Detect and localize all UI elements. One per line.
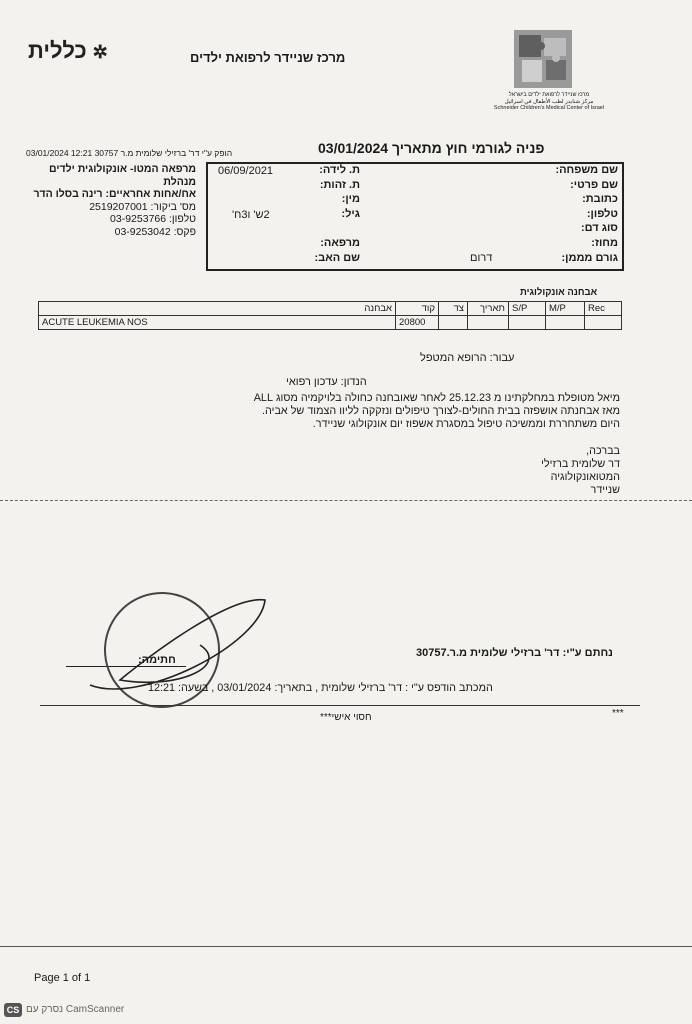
clinic-nurse: אח/אחות אחראיים: רינה בסלו הדר	[33, 188, 196, 200]
id-label: ת. זהות:	[319, 178, 360, 191]
clinic-label: מרפאה:	[320, 236, 360, 249]
father-label: שם האב:	[314, 251, 360, 264]
document-title: פניה לגורמי חוץ מתאריך 03/01/2024	[318, 140, 545, 156]
district-value: דרום	[470, 252, 493, 264]
diagnosis-date	[468, 316, 509, 330]
camscanner-text: נסרק עם CamScanner	[26, 1004, 125, 1015]
letter-sig-title: המטואונקולוגיה	[550, 471, 620, 483]
address-label: כתובת:	[582, 193, 618, 206]
district-label: מחוז:	[591, 236, 618, 249]
birth-label: ת. לידה:	[319, 164, 360, 176]
age-value: 2ש' ו3ח'	[232, 209, 270, 221]
printed-by: הופק ע"י דר' ברזילי שלומית מ.ר 30757	[94, 148, 233, 158]
diagnosis-row	[39, 316, 622, 330]
footer-divider	[40, 705, 640, 706]
patient-labels-2	[290, 163, 360, 265]
clinic-role: מנהלת	[163, 175, 196, 188]
col-date: תאריך	[468, 302, 509, 316]
center-name: מרכז שניידר לרפואת ילדים	[190, 50, 346, 65]
puzzle-logo-icon	[514, 30, 572, 88]
clinic-info	[20, 163, 196, 238]
camscanner-icon: CS	[4, 1003, 22, 1017]
diagnosis-side	[439, 316, 468, 330]
birth-value: 06/09/2021	[218, 165, 274, 177]
center-logo-he: מרכז שניידר לרפואת ילדים בישראל	[508, 92, 590, 98]
clinic-phone: טלפון: 03-9253766	[110, 213, 196, 225]
col-code: קוד	[396, 302, 439, 316]
clinic-fax: פקס: 03-9253042	[114, 225, 196, 238]
letter-line-1: מיאל מטופלת במחלקתינו מ 25.12.23 לאחר שאובחנה כחולה בלויקמיה מסוג ALL	[253, 392, 620, 404]
clinic-name: מרפאה המטו- אונקולוגית ילדים	[48, 163, 196, 175]
col-side: צד	[439, 302, 468, 316]
col-diagnosis: אבחנה	[39, 302, 396, 316]
print-info	[26, 148, 232, 158]
last-name-label: שם משפחה:	[555, 164, 618, 176]
letter-line-3: היום משתחררת וממשיכה טיפול במסגרת אשפוז יום אונקולוגי שניידר.	[312, 418, 620, 430]
signed-by: נחתם ע"י: דר' ברזילי שלומית מ.ר.30757	[416, 647, 613, 659]
diagnosis-table	[38, 301, 622, 330]
letter-line-2: מאז אבחנתה אושפזה בבית החולים-לצורך טיפולים ונזקקה לליוו הצמוד של אביה.	[262, 405, 620, 417]
center-logo-en: Schneider Children's Medical Center of Israel	[493, 105, 605, 111]
print-time: 12:21	[70, 148, 93, 158]
confidential: חסוי אישי***	[320, 712, 372, 723]
col-rec: Rec	[585, 302, 622, 316]
page-bottom-line	[0, 946, 692, 947]
clinic-visit: מס' ביקור: 2519207001	[89, 200, 196, 213]
letter-closing: בברכה,	[586, 445, 620, 457]
diagnosis-mp	[546, 316, 585, 330]
fold-line	[0, 500, 692, 501]
handwritten-signature	[80, 585, 280, 715]
diagnosis-name: ACUTE LEUKEMIA NOS	[39, 316, 396, 330]
payer-label: גורם מממן:	[561, 251, 618, 264]
diagnosis-header-row	[39, 302, 622, 316]
page-number: Page 1 of 1	[34, 972, 91, 984]
diagnosis-code: 20800	[396, 316, 439, 330]
blood-type-label: סוג דם:	[581, 222, 618, 235]
first-name-label: שם פרטי:	[570, 178, 618, 191]
diagnosis-rec	[585, 316, 622, 330]
patient-labels	[530, 163, 618, 265]
letter-sig-name: דר שלומית ברזילי	[541, 458, 620, 470]
letter-signoff	[490, 445, 620, 497]
schneider-logo-caption	[478, 92, 620, 112]
letter-sig-place: שניידר	[590, 484, 620, 496]
signature-label: חתימה:	[138, 654, 176, 666]
age-label: גיל:	[341, 207, 360, 220]
letter-to: עבור: הרופא המטפל	[420, 352, 515, 364]
diagnosis-sp	[509, 316, 546, 330]
diagnosis-title: אבחנה אונקולוגית	[520, 287, 598, 298]
clalit-logo	[28, 38, 108, 64]
phone-label: טלפון:	[586, 207, 618, 220]
col-mp: M/P	[546, 302, 585, 316]
print-date: 03/01/2024	[26, 148, 69, 158]
sex-label: מין:	[341, 193, 360, 206]
schneider-logo	[514, 30, 572, 88]
clalit-symbol-icon: ✲	[92, 42, 108, 62]
stars: ***	[612, 708, 624, 719]
letter-body	[248, 392, 620, 431]
letter-subject: הנדון: עדכון רפואי	[286, 376, 367, 388]
clalit-logo-text: כללית	[28, 38, 87, 63]
center-logo-ar: مركز شنايدر لطب الأطفال في اسرائيل	[504, 98, 594, 105]
col-sp: S/P	[509, 302, 546, 316]
printed-line: המכתב הודפס ע"י : דר' ברזילי שלומית , בתאריך: 03/01/2024 , בשעה: 12:21	[148, 682, 493, 694]
